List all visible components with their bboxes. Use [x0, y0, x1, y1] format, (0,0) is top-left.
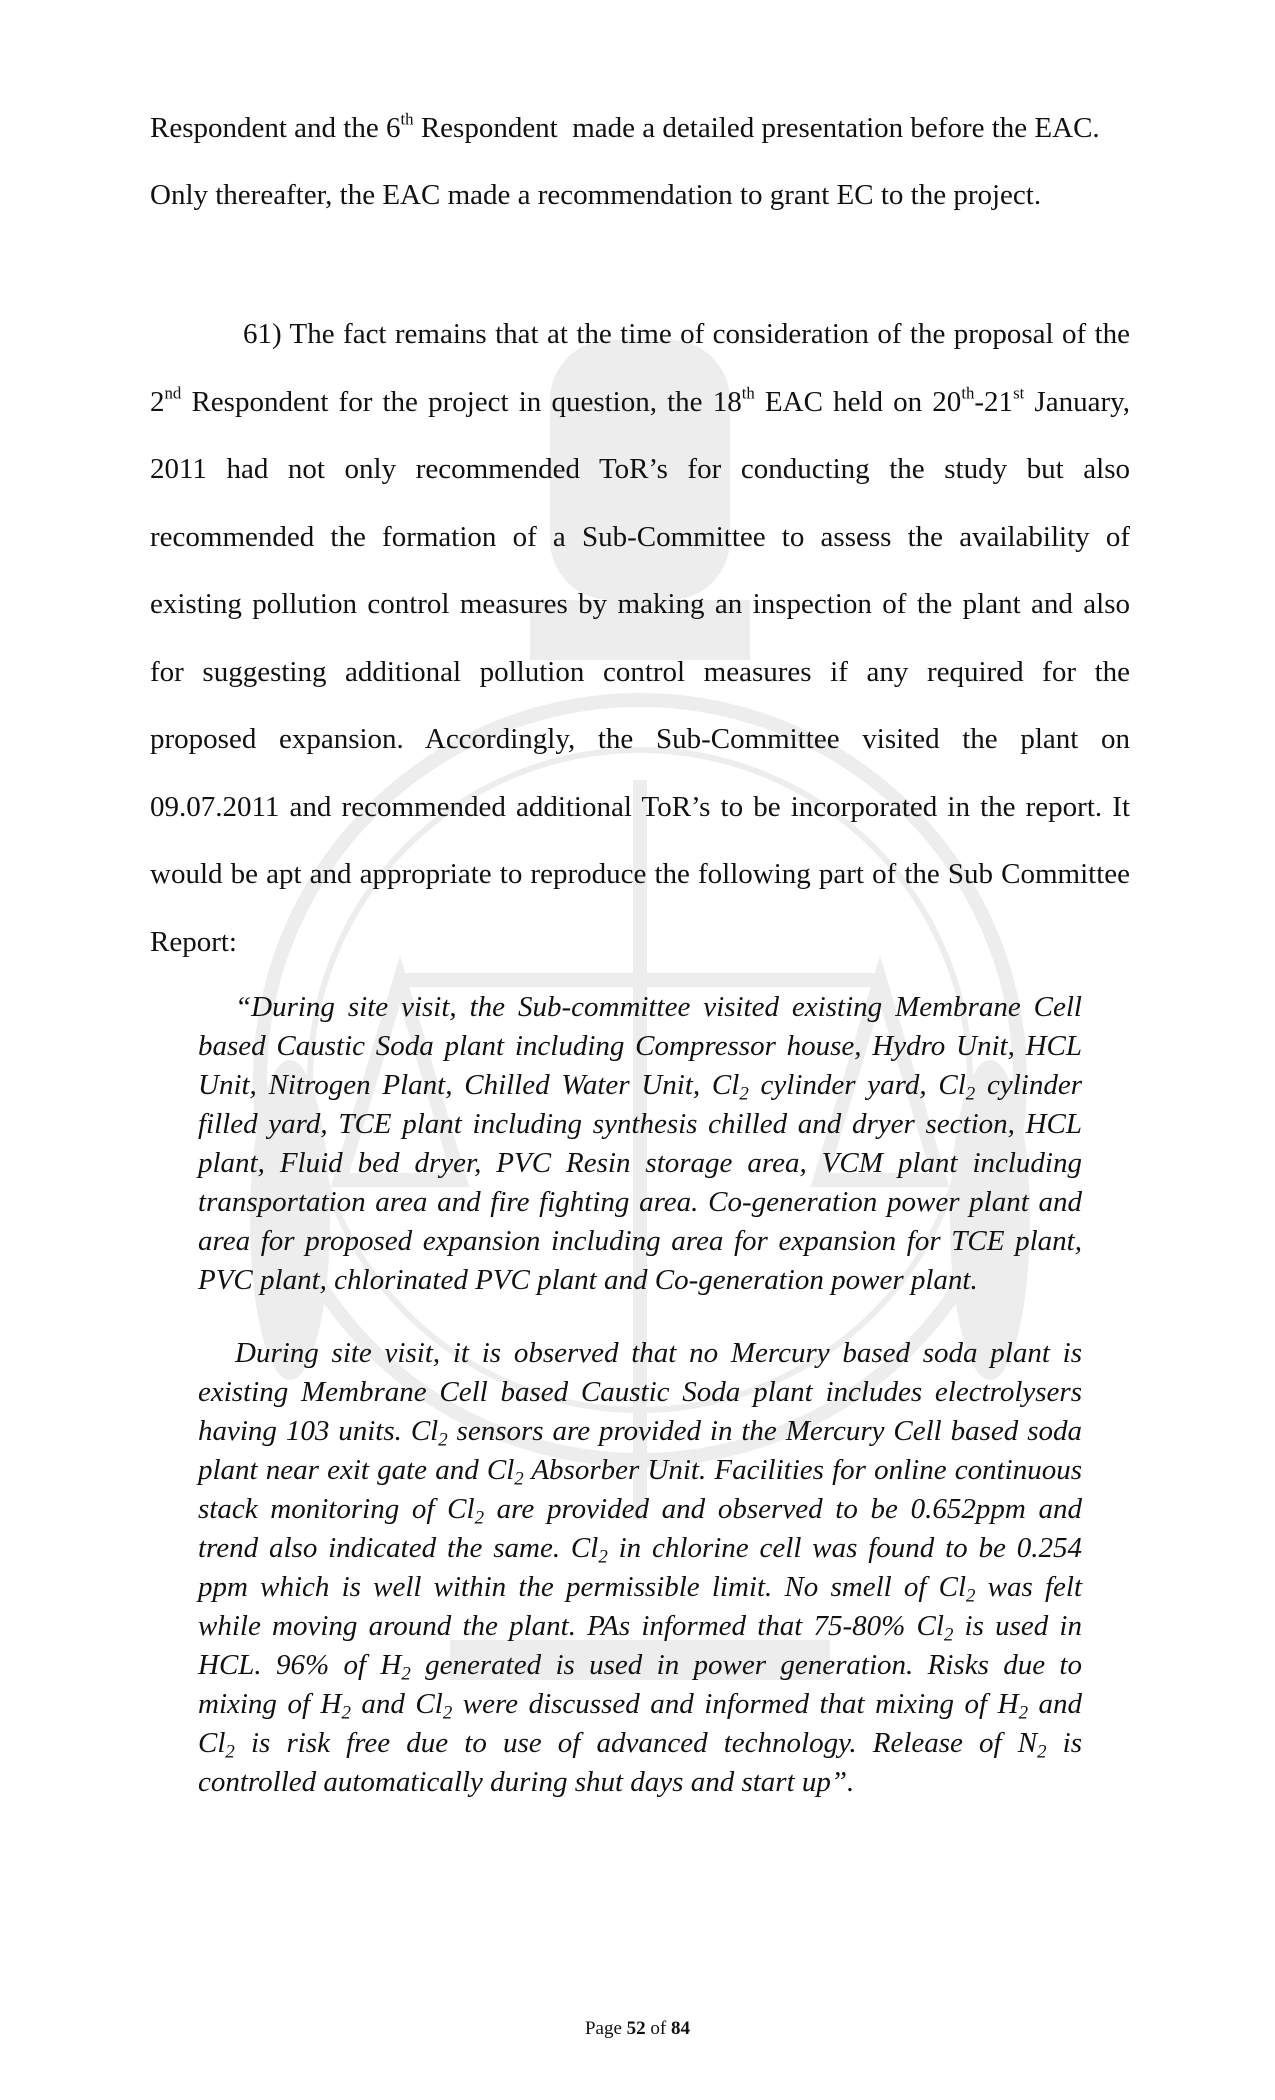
- quote-paragraph-2: During site visit, it is observed that no Mercury based soda plant is existing Membrane Cell based Caustic Soda plant includes electrolysers having 103 units. $Cl_2$ sensors are provided in the Mercury Cell based soda plant near exit gate and $Cl_2$ Absorber Unit. Facilities for online continuous stack monitoring of $Cl_2$ are provided and observed to be 0.652ppm and trend also indicated the same. $Cl_2$ in chlorine cell was found to be 0.254 ppm which is well within the permissible limit. No smell of $Cl_2$ was felt while moving around the plant. PAs informed that 75-80% $Cl_2$ is used in HCL. 96% of $H_2$ generated is used in power generation. Risks due to mixing of $H_2$ and $Cl_2$ were discussed and informed that mixing of $H_2$ and $Cl_2$ is risk free due to use of advanced technology. Release of $N_2$ is controlled automatically during shut days and start up”.: [198, 1337, 1083, 1798]
- page-footer: [0, 2018, 1275, 2040]
- paragraph-61: 61) The fact remains that at the time of consideration of the proposal of the 2nd Respondent for the project in question, the 18th EAC held on 20th-21st January, 2011 had not only recommended ToR’s for conducting the study but also recommended the formation of a Sub-Committee to assess the availability of existing pollution control measures by making an inspection of the plant and also for suggesting additional pollution control measures if any required for the proposed expansion. Accordingly, the Sub-Committee visited the plant on 09.07.2011 and recommended additional ToR’s to be incorporated in the report. It would be apt and appropriate to reproduce the following part of the Sub Committee Report:: [150, 318, 1130, 958]
- quote-paragraph-1: “During site visit, the Sub-committee visited existing Membrane Cell based Caustic Soda plant including Compressor house, Hydro Unit, HCL Unit, Nitrogen Plant, Chilled Water Unit, $Cl_2$ cylinder yard, $Cl_2$ cylinder filled yard, TCE plant including synthesis chilled and dryer section, HCL plant, Fluid bed dryer, PVC Resin storage area, VCM plant including transportation area and fire fighting area. Co-generation power plant and area for proposed expansion including area for expansion for TCE plant, PVC plant, chlorinated PVC plant and Co-generation power plant.: [198, 991, 1082, 1296]
- intro-line-1: Respondent and the 6th Respondent made a detailed presentation before the EAC.: [150, 109, 1100, 144]
- page-label: Page: [584, 2018, 622, 2039]
- page-number: 52: [626, 2018, 646, 2039]
- of-label: of: [650, 2018, 667, 2039]
- total-pages: 84: [671, 2018, 690, 2039]
- intro-line-2: Only thereafter, the EAC made a recommendation to grant EC to the project.: [150, 179, 1042, 211]
